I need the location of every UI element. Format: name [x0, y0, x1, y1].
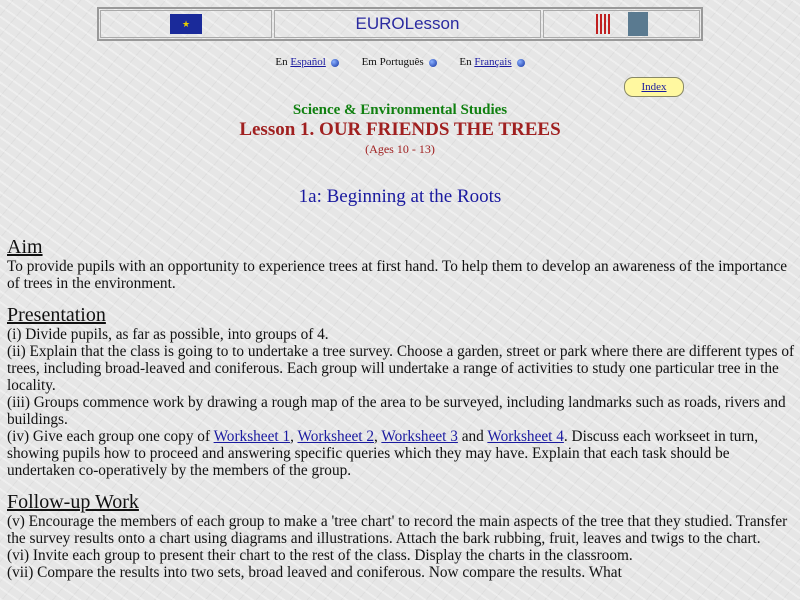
- link-espanol[interactable]: Español: [290, 56, 326, 68]
- worksheet-2-link[interactable]: Worksheet 2: [297, 428, 374, 445]
- text-portugues: Português: [379, 56, 424, 68]
- header-banner: [97, 7, 703, 41]
- ages-label: (Ages 10 - 13): [365, 142, 435, 156]
- separator: and: [457, 428, 488, 445]
- aim-text: To provide pupils with an opportunity to experience trees at first hand. To help them to develop an awareness of the importance of trees in the environment.: [7, 258, 788, 292]
- lang-prefix: En: [275, 56, 288, 68]
- building-logo-icon: [628, 12, 648, 36]
- logo-icon: [596, 14, 612, 34]
- step-v: (v) Encourage the members of each group to make a 'tree chart' to record the main aspects of the tree that they studied. Transfer the survey results onto a chart using diagrams and illustrations. Attach the bark rubbing, fruit, leaves and twigs to the chart.: [7, 513, 788, 547]
- lesson-title: Lesson 1. OUR FRIENDS THE TREES: [239, 119, 561, 140]
- section-title: 1a: Beginning at the Roots: [298, 186, 502, 207]
- site-title: EUROLesson: [355, 14, 460, 33]
- aim-heading: Aim: [7, 236, 43, 258]
- subject-heading: Science & Environmental Studies: [292, 102, 508, 118]
- eu-flag-icon: ★: [170, 14, 202, 34]
- worksheet-4-link[interactable]: Worksheet 4: [487, 428, 564, 445]
- worksheet-1-link[interactable]: Worksheet 1: [213, 428, 291, 445]
- lang-prefix: Em: [361, 56, 377, 68]
- step-iii: (iii) Groups commence work by drawing a rough map of the area to be surveyed, including landmarks such as roads, rivers and buildings.: [7, 394, 786, 428]
- step-i: (i) Divide pupils, as far as possible, into groups of 4.: [7, 326, 329, 343]
- step-vii: (vii) Compare the results into two sets, broad leaved and coniferous. Now compare the results. What: [7, 564, 622, 581]
- separator: ,: [290, 428, 298, 445]
- step-ii: (ii) Explain that the class is going to to undertake a tree survey. Choose a garden, street or park where there are different types of trees, including broad-leaved and coniferous. Each group will undertake a range of activities to study one particular tree in the locality.: [7, 343, 795, 394]
- index-button[interactable]: Index: [624, 77, 684, 97]
- step-iv-rest: . Discuss each workseet in turn, showing pupils how to proceed and answering specific queries which they may have. Explain that each task should be undertaken co-operatively by the members of the group.: [7, 428, 759, 479]
- presentation-text: [7, 326, 797, 479]
- bullet-icon: [429, 59, 437, 67]
- lesson-content: [7, 236, 797, 593]
- separator: ,: [374, 428, 382, 445]
- lang-prefix: En: [459, 56, 472, 68]
- presentation-heading: Presentation: [7, 304, 106, 326]
- followup-text: [7, 513, 797, 581]
- language-links: [0, 56, 800, 68]
- followup-heading: Follow-up Work: [7, 491, 139, 513]
- worksheet-3-link[interactable]: Worksheet 3: [381, 428, 458, 445]
- link-francais[interactable]: Français: [474, 56, 512, 68]
- bullet-icon: [331, 59, 339, 67]
- step-vi: (vi) Invite each group to present their chart to the rest of the class. Display the charts in the classroom.: [7, 547, 633, 564]
- step-iv: (iv) Give each group one copy of: [7, 428, 214, 445]
- bullet-icon: [517, 59, 525, 67]
